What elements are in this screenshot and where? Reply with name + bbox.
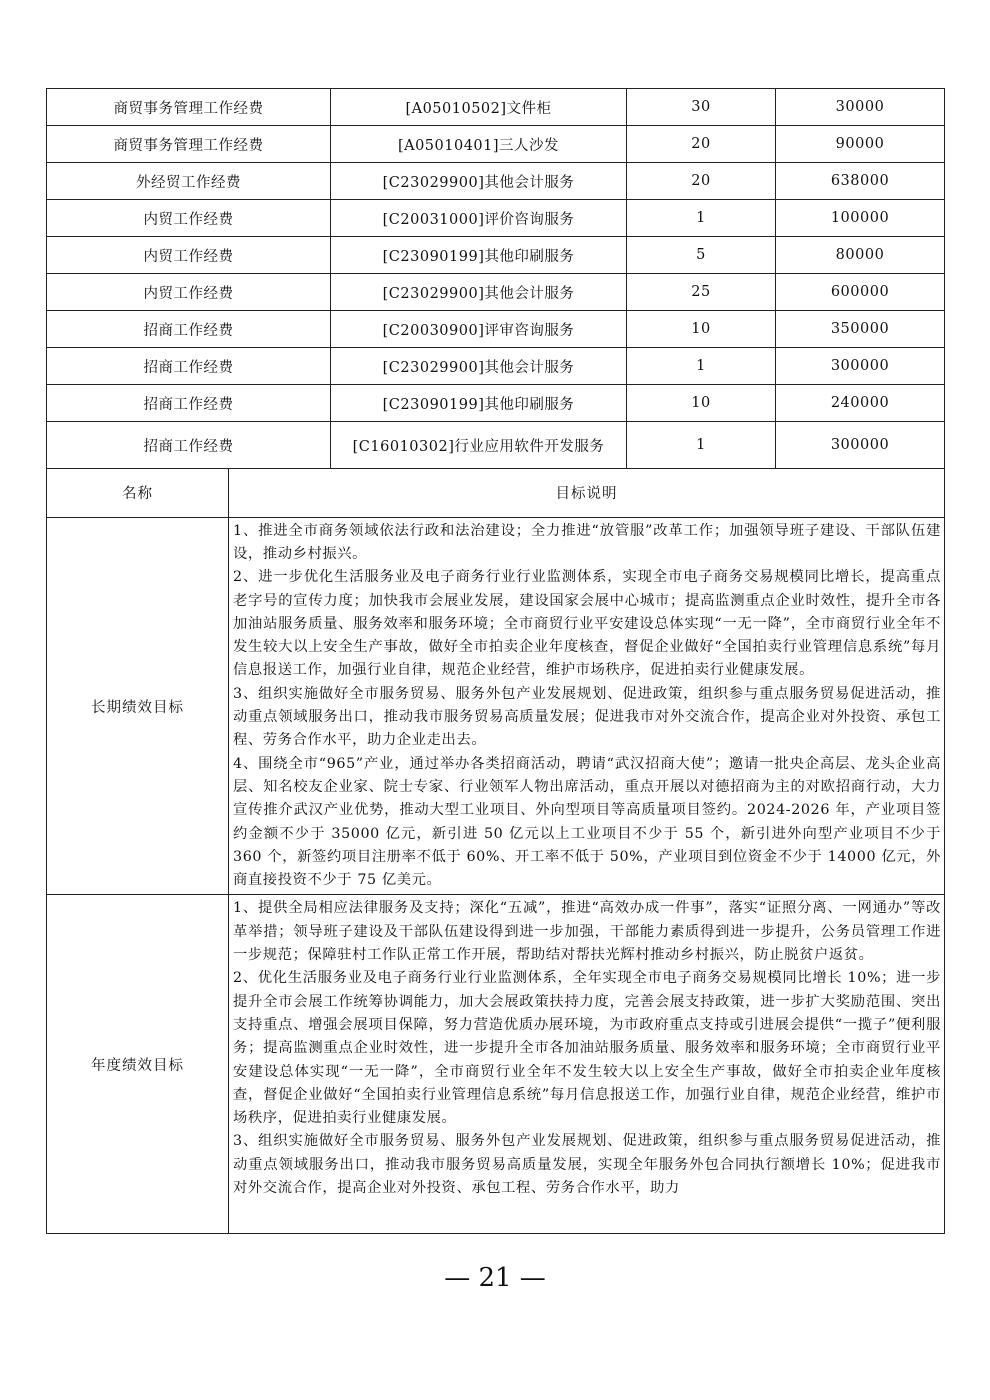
table-row (47, 274, 945, 311)
amount-cell: 30000 (776, 89, 945, 126)
goals-header-name: 名称 (47, 468, 229, 517)
goal-paragraph: 3、组织实施做好全市服务贸易、服务外包产业发展规划、促进政策，组织参与重点服务贸易促进活动，推动重点领域服务出口，推动我市服务贸易高质量发展，实现全年服务外包合同执行额增长 10%；促进我市对外交流合作，提高企业对外投资、承包工程、劳务合作水平，助力 (233, 1133, 941, 1197)
goal-paragraph: 3、组织实施做好全市服务贸易、服务外包产业发展规划、促进政策，组织参与重点服务贸易促进活动，推动重点领域服务出口，推动我市服务贸易高质量发展；促进我市对外交流合作，提高企业对外投资、承包工程、劳务合作水平，助力企业走出去。 (233, 685, 941, 749)
table-row (47, 126, 945, 163)
quantity-cell: 20 (627, 126, 776, 163)
annual-goal-row (47, 895, 945, 1234)
project-name-cell: 商贸事务管理工作经费 (47, 89, 331, 126)
quantity-cell: 10 (627, 385, 776, 422)
item-cell: [C23029900]其他会计服务 (331, 274, 627, 311)
project-name-cell: 外经贸工作经费 (47, 163, 331, 200)
annual-goal-label: 年度绩效目标 (47, 895, 229, 1234)
item-cell: [A05010401]三人沙发 (331, 126, 627, 163)
quantity-cell: 25 (627, 274, 776, 311)
table-row (47, 311, 945, 348)
project-name-cell: 招商工作经费 (47, 348, 331, 385)
goal-paragraph: 2、优化生活服务业及电子商务行业行业监测体系，全年实现全市电子商务交易规模同比增长 10%；进一步提升全市会展工作统筹协调能力，加大会展政策扶持力度，完善会展支持政策，进一步扩大奖励范围、突出支持重点、增强会展项目保障，努力营造优质办展环境，为市政府重点支持或引进展会提供“一揽子”便利服务；提高监测重点企业时效性，进一步提升全市各加油站服务质量、服务效率和服务环境；全市商贸行业平安建设总体实现“一无一降”，全市商贸行业全年不发生较大以上安全生产事故，做好全市拍卖企业年度核查，督促企业做好“全国拍卖行业管理信息系统”每月信息报送工作，加强行业自律，规范企业经营，维护市场秩序，促进拍卖行业健康发展。 (233, 970, 941, 1127)
item-cell: [C23029900]其他会计服务 (331, 163, 627, 200)
annual-goal-text (229, 895, 945, 1234)
item-cell: [C20030900]评审咨询服务 (331, 311, 627, 348)
table-row (47, 237, 945, 274)
amount-cell: 300000 (776, 348, 945, 385)
goals-header-row (47, 468, 945, 517)
amount-cell: 600000 (776, 274, 945, 311)
table-row (47, 385, 945, 422)
item-cell: [C16010302]行业应用软件开发服务 (331, 422, 627, 469)
long-term-goal-row (47, 517, 945, 895)
item-cell: [C20031000]评价咨询服务 (331, 200, 627, 237)
goal-paragraph: 1、提供全局相应法律服务及支持；深化“五减”，推进“高效办成一件事”，落实“证照分离、一网通办”等改革举措；领导班子建设及干部队伍建设得到进一步加强，干部能力素质得到进一步提升，公务员管理工作进一步规范；保障驻村工作队正常工作开展，帮助结对帮扶光辉村推动乡村振兴，防止脱贫户返贫。 (233, 900, 941, 964)
amount-cell: 350000 (776, 311, 945, 348)
project-name-cell: 招商工作经费 (47, 385, 331, 422)
quantity-cell: 5 (627, 237, 776, 274)
table-row (47, 422, 945, 469)
performance-goals-table (46, 468, 945, 1235)
project-name-cell: 内贸工作经费 (47, 237, 331, 274)
project-name-cell: 内贸工作经费 (47, 200, 331, 237)
amount-cell: 638000 (776, 163, 945, 200)
item-cell: [C23090199]其他印刷服务 (331, 385, 627, 422)
quantity-cell: 1 (627, 200, 776, 237)
table-row (47, 89, 945, 126)
project-name-cell: 内贸工作经费 (47, 274, 331, 311)
project-name-cell: 招商工作经费 (47, 422, 331, 469)
quantity-cell: 20 (627, 163, 776, 200)
procurement-table (46, 88, 945, 469)
page-number: — 21 — (444, 1263, 546, 1293)
long-term-goal-label: 长期绩效目标 (47, 517, 229, 895)
item-cell: [A05010502]文件柜 (331, 89, 627, 126)
quantity-cell: 1 (627, 422, 776, 469)
table-row (47, 163, 945, 200)
long-term-goal-text (229, 517, 945, 895)
document-page (46, 88, 944, 1234)
amount-cell: 240000 (776, 385, 945, 422)
quantity-cell: 10 (627, 311, 776, 348)
goal-paragraph: 2、进一步优化生活服务业及电子商务行业行业监测体系，实现全市电子商务交易规模同比增长，提高重点老字号的宣传力度；加快我市会展业发展，建设国家会展中心城市；提高监测重点企业时效性，提升全市各加油站服务质量、服务效率和服务环境；全市商贸行业平安建设总体实现“一无一降”，全市商贸行业全年不发生较大以上安全生产事故，做好全市拍卖企业年度核查，督促企业做好“全国拍卖行业管理信息系统”每月信息报送工作，加强行业自律，规范企业经营，维护市场秩序，促进拍卖行业健康发展。 (233, 569, 941, 679)
quantity-cell: 30 (627, 89, 776, 126)
project-name-cell: 招商工作经费 (47, 311, 331, 348)
quantity-cell: 1 (627, 348, 776, 385)
goal-paragraph: 1、推进全市商务领域依法行政和法治建设；全力推进“放管服”改革工作；加强领导班子建设、干部队伍建设，推动乡村振兴。 (233, 522, 941, 562)
table-row (47, 200, 945, 237)
goal-paragraph: 4、围绕全市“965”产业，通过举办各类招商活动，聘请“武汉招商大使”；邀请一批央企高层、龙头企业高层、知名校友企业家、院士专家、行业领军人物出席活动，重点开展以对德招商为主的对欧招商行动，大力宣传推介武汉产业优势，推动大型工业项目、外向型项目等高质量项目签约。2024-2026 年，产业项目签约金额不少于 35000 亿元，新引进 50 亿元以上工业项目不少于 55 个，新引进外向型产业项目不少于 360 个，新签约项目注册率不低于 60%、开工率不低于 50%，产业项目到位资金不少于 14000 亿元，外商直接投资不少于 75 亿美元。 (233, 755, 941, 889)
item-cell: [C23029900]其他会计服务 (331, 348, 627, 385)
amount-cell: 100000 (776, 200, 945, 237)
project-name-cell: 商贸事务管理工作经费 (47, 126, 331, 163)
amount-cell: 300000 (776, 422, 945, 469)
item-cell: [C23090199]其他印刷服务 (331, 237, 627, 274)
goals-header-desc: 目标说明 (229, 468, 945, 517)
amount-cell: 90000 (776, 126, 945, 163)
table-row (47, 348, 945, 385)
amount-cell: 80000 (776, 237, 945, 274)
